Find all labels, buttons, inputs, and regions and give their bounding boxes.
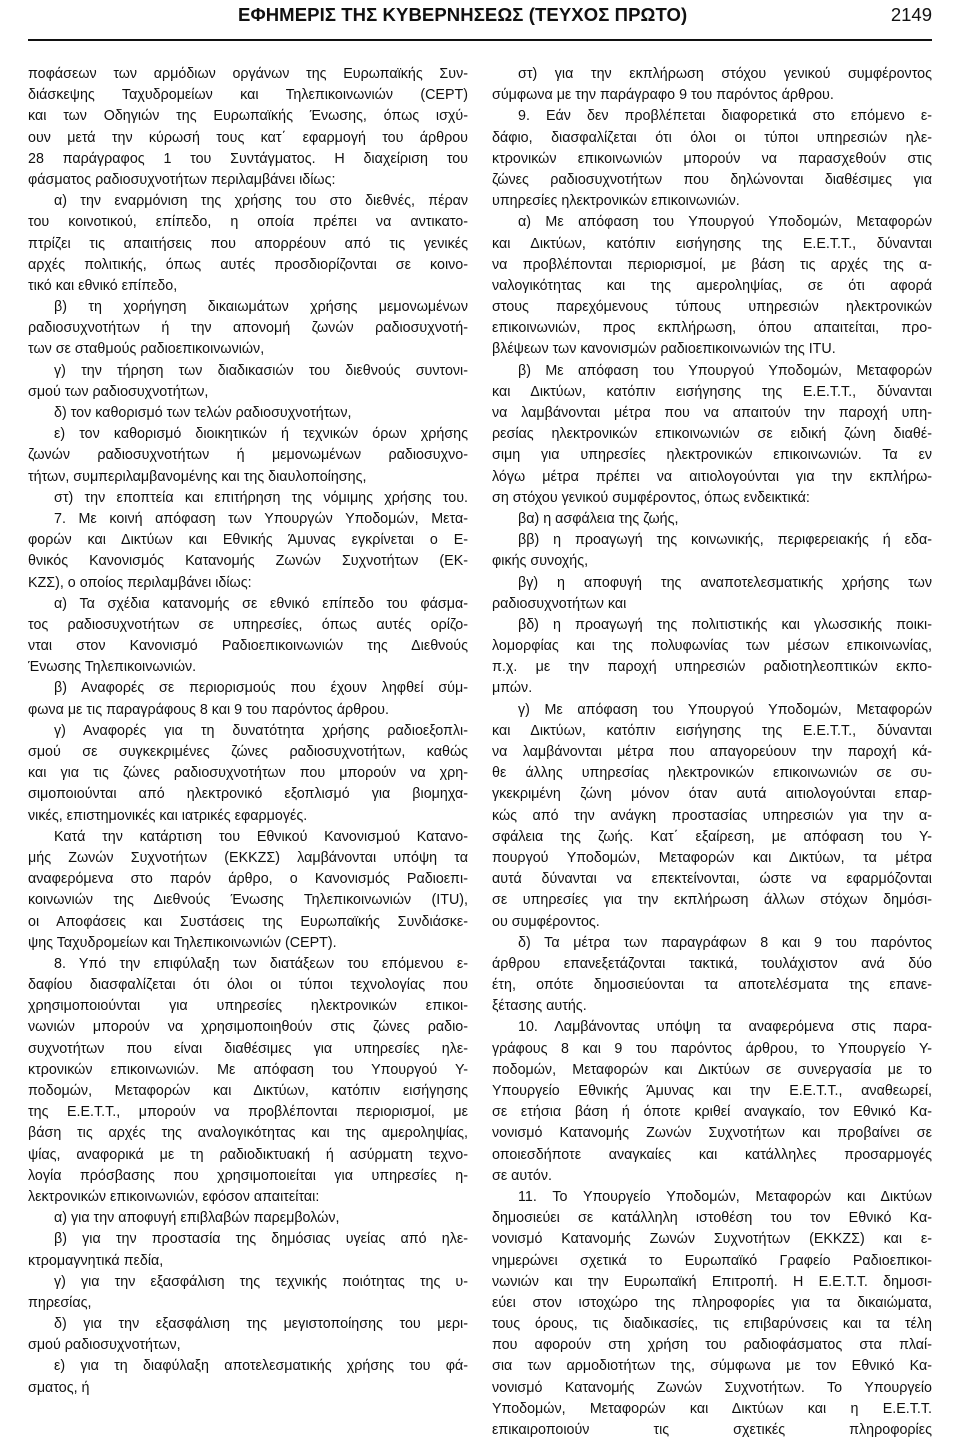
text-line: στ) για την εκπλήρωση στόχου γενικού συμφέροντος xyxy=(518,66,932,82)
text-line: ουν μετά την κύρωσή τους κατ΄ εφαρμογή του άρθρου xyxy=(28,129,468,146)
text-line: που αφορούν στη χρήση του ραδιοφάσματος στα πλαί- xyxy=(492,1337,932,1354)
text-line: ΚΖΣ), ο οποίος περιλαμβάνει ιδίως: xyxy=(28,574,252,591)
text-line: οι Αποφάσεις και Συστάσεις της Ευρωπαϊκής Συνδιάσκε- xyxy=(28,913,468,930)
text-line: ρεσίας ηλεκτρονικών επικοινωνιών σε ειδική ζώνη διαθέ- xyxy=(492,426,932,443)
text-line: λογία πρόσβασης που χρησιμοποιείται για υπηρεσίες η- xyxy=(28,1167,468,1184)
text-line: θνικός Κανονισμός Κατανομής Ζωνών Συχνοτήτων (ΕΚ- xyxy=(28,553,468,570)
text-line: ση στόχου γενικού συμφέροντος, όπως ενδεικτικά: xyxy=(492,489,810,506)
text-line: νονισμό Κατανομής Ζωνών Συχνοτήτων και προβαίνει σε xyxy=(492,1125,932,1142)
text-line: αυτά δύνανται να επεκτείνονται, ώστε να εφαρμόζονται xyxy=(492,871,932,888)
left-column xyxy=(28,64,468,1399)
text-line: δ) για την εξασφάλιση της μεγιστοποίησης του μερι- xyxy=(54,1316,468,1333)
text-line: διάσκεψης Ταχυδρομείων και Τηλεπικοινωνιών (CEPT) xyxy=(28,87,468,104)
text-line: σια των αρμοδιοτήτων της, σύμφωνα με τον Εθνικό Κα- xyxy=(492,1358,932,1375)
text-line: σε αυτόν. xyxy=(492,1167,552,1184)
text-line: νημερώνει σχετικά το Ευρωπαϊκό Γραφείο Ραδιοεπικοι- xyxy=(492,1252,932,1269)
text-line: συχνοτήτων που είναι διαθέσιμες για υπηρεσίες ηλε- xyxy=(28,1040,468,1057)
text-line: β) τη χορήγηση δικαιωμάτων χρήσης μεμονωμένων xyxy=(54,299,468,316)
text-line: λομορφίας και της πολυφωνίας των μέσων επικοινωνίας, xyxy=(492,638,932,655)
text-line: ψης Ταχυδρομείων και Τηλεπικοινωνιών (CEPT). xyxy=(28,934,337,951)
text-line: σε ετήσια βάση ή όποτε κριθεί αναγκαίο, τον Εθνικό Κα- xyxy=(492,1104,932,1121)
text-line: α) Τα σχέδια κατανομής σε εθνικό επίπεδο του φάσμα- xyxy=(54,595,468,612)
text-line: π.χ. με την παροχή υπηρεσιών ραδιοτηλεοπτικών εκπο- xyxy=(492,659,932,676)
text-line: ζωνών ραδιοσυχνοτήτων ή μεμονωμένων ραδιοσυχνο- xyxy=(28,447,468,464)
text-line: νονισμό Κατανομής Ζωνών Συχνοτήτων. Το Υπουργείο xyxy=(492,1379,932,1396)
text-line: σμού ραδιοσυχνοτήτων, xyxy=(28,1337,181,1354)
gazette-title: ΕΦΗΜΕΡΙΣ ΤΗΣ ΚΥΒΕΡΝΗΣΕΩΣ (ΤΕΥΧΟΣ ΠΡΩΤΟ) xyxy=(238,4,688,25)
page-number: 2149 xyxy=(890,4,932,25)
text-line: τος ραδιοσυχνοτήτων σε υπηρεσίες, όπως αυτές ορίζο- xyxy=(28,616,468,633)
text-line: πουργού Υποδομών, Μεταφορών και Δικτύων, τα μέτρα xyxy=(492,849,932,866)
text-line: θε άλλης υπηρεσίας ηλεκτρονικών επικοινωνιών σε συ- xyxy=(492,765,932,782)
text-line: ναλογικότητας και της αμεροληψίας, σε ότι αφορά xyxy=(492,277,932,294)
text-line: νονισμό Κατανομής Ζωνών Συχνοτήτων (ΕΚΚΖΣ) και ε- xyxy=(492,1231,932,1248)
text-line: ξέτασης αυτής. xyxy=(492,998,587,1015)
text-line: Υποδομών, Μεταφορών και Δικτύων και η Ε.Ε.Τ.Τ. xyxy=(492,1400,932,1417)
text-line: φορών και Δικτύων και Εθνικής Άμυνας εγκρίνεται ο Ε- xyxy=(28,532,468,549)
text-line: κτρονικών επικοινωνιών μπορούν να παρασχεθούν στις xyxy=(492,150,932,167)
text-line: δημοσιεύει σε κατάλληλη ιστοθέση του τον Εθνικό Κα- xyxy=(492,1210,932,1227)
text-line: κτρομαγνητικά πεδία, xyxy=(28,1252,164,1269)
text-line: επικοινωνιών, προς εκπλήρωση, όπου απαιτείται, προ- xyxy=(492,320,932,337)
text-line: σμού των ραδιοσυχνοτήτων, xyxy=(28,383,209,400)
text-line: Ένωσης Τηλεπικοινωνιών. xyxy=(28,659,197,676)
text-line: ψίας, αναφορικά με τη ραδιοδικτυακή ή ασύρματη τεχνο- xyxy=(28,1146,468,1163)
text-line: βδ) η προαγωγή της πολιτιστικής και γλωσσικής ποικι- xyxy=(518,616,932,633)
text-line: και Δικτύων, κατόπιν εισήγησης της Ε.Ε.Τ.Τ., δύνανται xyxy=(492,235,932,252)
text-line: στους παρεχόμενους τύπους υπηρεσιών ηλεκτρονικών xyxy=(492,299,932,316)
text-line: ραδιοσυχνοτήτων ή την απονομή ζωνών ραδιοσυχνοτή- xyxy=(28,320,468,337)
text-line: βγ) η αποφυγή της αναποτελεσματικής χρήσης των xyxy=(518,574,932,591)
text-line: λόγω μέτρα πρέπει να αιτιολογούνται για την εκπλήρω- xyxy=(492,468,932,485)
text-line: φάσματος ραδιοσυχνοτήτων περιλαμβάνει ιδίως: xyxy=(28,171,336,188)
text-line: πτρίζει τις απαιτήσεις που απορρέουν από τις γενικές xyxy=(28,235,468,252)
text-line: δ) Τα μέτρα των παραγράφων 8 και 9 του παρόντος xyxy=(518,934,932,951)
text-line: να λαμβάνονται μέτρα που απαγορεύουν την παροχή κά- xyxy=(492,744,932,760)
text-line: της Ε.Ε.Τ.Τ., μπορούν να προβλέπονται περιορισμοί, με xyxy=(28,1104,468,1121)
text-line: φικής συνοχής, xyxy=(492,553,589,570)
text-line: του κοινοτικού, επίπεδο, η οποία πρέπει να αντικατο- xyxy=(28,214,468,231)
text-line: να λαμβάνονται μέτρα που να απαιτούν την παροχή υπη- xyxy=(492,405,932,421)
text-line: ποδομών, Μεταφορών και Δικτύων, κατόπιν εισήγησης xyxy=(28,1083,468,1099)
text-line: χρησιμοποιούνται για υπηρεσίες ηλεκτρονικών επικοι- xyxy=(28,998,468,1015)
text-line: μής Ζωνών Συχνοτήτων (ΕΚΚΖΣ) λαμβάνονται υπόψη τα xyxy=(28,849,468,866)
text-line: 9. Εάν δεν προβλέπεται διαφορετικά στο επόμενο ε- xyxy=(518,108,932,125)
text-line: δ) τον καθορισμό των τελών ραδιοσυχνοτήτων, xyxy=(54,405,352,421)
text-line: ε) τον καθορισμό διοικητικών ή τεχνικών όρων χρήσης xyxy=(54,426,468,443)
page-header xyxy=(28,4,932,32)
text-line: τους όρους, τις διαδικασίες, τις επιβαρύνσεις και τα τέλη xyxy=(492,1316,932,1333)
text-line: άρθρου επανεξετάζονται τακτικά, τουλάχιστον ανά δύο xyxy=(492,955,932,972)
text-line: αρχές πολιτικής, όπως αυτές προσδιορίζονται σε κοινο- xyxy=(28,256,468,273)
text-line: ραδιοσυχνοτήτων και xyxy=(492,595,627,612)
text-line: ββ) η προαγωγή της κοινωνικής, περιφερειακής ή εδα- xyxy=(518,532,932,549)
text-line: σιμη για υπηρεσίες ηλεκτρονικών επικοινωνιών. Τα εν xyxy=(492,447,932,464)
text-line: γκεκριμένη ζώνη μόνον όταν αυτά αιτιολογούνται επαρ- xyxy=(492,786,932,803)
text-line: και Δικτύων, κατόπιν εισήγησης της Ε.Ε.Τ.Τ., δύνανται xyxy=(492,722,932,739)
text-line: β) Αναφορές σε περιορισμούς που έχουν ληφθεί σύμ- xyxy=(54,680,468,697)
text-line: α) την εναρμόνιση της χρήσης του στο διεθνές, πέραν xyxy=(54,193,468,210)
text-line: σματος, ή xyxy=(28,1379,90,1396)
text-line: τήτων, συμπεριλαμβανομένης και της διαυλοποίησης, xyxy=(28,468,367,485)
text-line: οποιεσδήποτε αναγκαίες και κατάλληλες προσαρμογές xyxy=(492,1146,932,1163)
text-line: 7. Με κοινή απόφαση των Υπουργών Υποδομών, Μετα- xyxy=(54,510,468,527)
text-line: 11. Το Υπουργείο Υποδομών, Μεταφορών και Δικτύων xyxy=(518,1188,932,1205)
text-line: βλέψεων των κανονισμών ραδιοεπικοινωνιών της ITU. xyxy=(492,341,836,358)
text-line: μπών. xyxy=(492,680,533,697)
text-line: κώς από την ανάγκη προστασίας υπηρεσιών για την α- xyxy=(492,807,932,824)
text-line: στ) την εποπτεία και επιτήρηση της νόμιμης χρήσης του. xyxy=(54,489,468,506)
text-line: γ) για την εξασφάλιση της τεχνικής ποιότητας της υ- xyxy=(54,1273,468,1290)
text-line: γράφους 8 και 9 του παρόντος άρθρου, το Υπουργείο Υ- xyxy=(492,1040,932,1057)
text-line: υπηρεσίες ηλεκτρονικών επικοινωνιών. xyxy=(492,193,740,210)
text-line: δαφίου διασφαλίζεται ότι όλοι οι τύποι τεχνολογίας που xyxy=(28,977,468,994)
text-line: κτρονικών επικοινωνιών. Με απόφαση του Υπουργού Υ- xyxy=(28,1061,468,1078)
text-line: ε) για τη διαφύλαξη αποτελεσματικής χρήσης του φά- xyxy=(54,1358,468,1375)
text-line: νται στον Κανονισμό Ραδιοεπικοινωνιών της Διεθνούς xyxy=(28,638,468,655)
text-line: νικές, επιστημονικές και ιατρικές εφαρμογές. xyxy=(28,807,308,824)
text-line: βάση τις αρχές της αναλογικότητας και της αμεροληψίας, xyxy=(28,1125,468,1142)
text-line: 8. Υπό την επιφύλαξη των διατάξεων του επόμενου ε- xyxy=(54,955,468,972)
text-line: Υπουργείο Εθνικής Άμυνας και την Ε.Ε.Τ.Τ., αναθεωρεί, xyxy=(492,1083,932,1099)
text-line: ου συμφέροντος. xyxy=(492,913,600,930)
text-line: γ) Αναφορές για τη δυνατότητα χρήσης ραδιοεξοπλι- xyxy=(54,722,468,739)
text-line: 10. Λαμβάνοντας υπόψη τα αναφερόμενα στις παρα- xyxy=(518,1019,932,1036)
text-line: επικαιροποιούν τις σχετικές πληροφορίες xyxy=(492,1422,932,1438)
text-line: πηρεσίας, xyxy=(28,1294,92,1311)
header-rule xyxy=(28,39,932,41)
text-line: τικό και εθνικό επίπεδο, xyxy=(28,277,178,294)
text-line: φωνα με τις παραγράφους 8 και 9 του παρόντος άρθρου. xyxy=(28,701,389,718)
text-line: και για τις ζώνες ραδιοσυχνοτήτων που μπορούν να χρη- xyxy=(28,765,468,782)
text-line: β) Με απόφαση του Υπουργού Υποδομών, Μεταφορών xyxy=(518,362,932,379)
text-line: δάφιο, διασφαλίζεται ότι όλοι οι τύποι υπηρεσιών ηλε- xyxy=(492,129,932,146)
text-line: ποφάσεων των αρμόδιων οργάνων της Ευρωπαϊκής Συν- xyxy=(28,66,468,82)
text-line: α) για την αποφυγή επιβλαβών παρεμβολών, xyxy=(54,1210,340,1227)
text-line: λεκτρονικών επικοινωνιών, εφόσον απαιτείται: xyxy=(28,1188,320,1205)
text-line: νωνιών και την Ευρωπαϊκή Επιτροπή. Η Ε.Ε.Τ.Τ. δημοσι- xyxy=(492,1273,932,1290)
text-line: σε υπηρεσίες για την εκπλήρωση άλλων στόχων δημόσι- xyxy=(492,892,932,909)
text-line: εύει στον ιστοχώρο της πληροφορίες για τα δικαιώματα, xyxy=(492,1294,932,1311)
text-line: έτη, οπότε δημοσιεύονται τα αποτελέσματα της επανε- xyxy=(492,977,932,994)
right-column xyxy=(492,64,932,1441)
text-line: και των Οδηγιών της Ευρωπαϊκής Ένωσης, όπως ισχύ- xyxy=(28,108,468,125)
text-line: Κατά την κατάρτιση του Εθνικού Κανονισμού Κατανο- xyxy=(54,828,468,845)
text-line: ζώνες ραδιοσυχνοτήτων που δηλώνονται διαθέσιμες για xyxy=(492,171,932,188)
text-line: ποδομών, Μεταφορών και Δικτύων σε συνεργασία με το xyxy=(492,1061,932,1078)
text-line: σφάλεια της ζωής. Κατ΄ εξαίρεση, με απόφαση του Υ- xyxy=(492,828,932,845)
text-line: αναφερόμενα στο παρόν άρθρο, ο Κανονισμός Ραδιοεπι- xyxy=(28,871,468,888)
text-line: σμού σε συγκεκριμένες ζώνες ραδιοσυχνοτήτων, καθώς xyxy=(28,744,468,760)
text-line: γ) την τήρηση των διαδικασιών του διεθνούς συντονι- xyxy=(54,362,468,379)
text-line: σιμοποιούνται από ηλεκτρονικό εξοπλισμό για βιομηχα- xyxy=(28,786,468,803)
text-line: κοινωνιών της Διεθνούς Ένωσης Τηλεπικοινωνιών (ITU), xyxy=(28,892,468,909)
text-line: σύμφωνα με την παράγραφο 9 του παρόντος άρθρου. xyxy=(492,87,834,104)
text-line: α) Με απόφαση του Υπουργού Υποδομών, Μεταφορών xyxy=(518,214,932,231)
text-line: να προβλέπονται περιορισμοί, με βάση τις αρχές της α- xyxy=(492,256,932,273)
text-line: 28 παράγραφος 1 του Συντάγματος. Η διαχείριση του xyxy=(28,150,468,167)
text-line: των σε σταθμούς ραδιοεπικοινωνιών, xyxy=(28,341,265,358)
text-line: νωνιών μπορούν να χρησιμοποιηθούν στις ζώνες ραδιο- xyxy=(28,1019,468,1036)
text-line: και Δικτύων, κατόπιν εισήγησης της Ε.Ε.Τ.Τ., δύνανται xyxy=(492,383,932,400)
text-line: βα) η ασφάλεια της ζωής, xyxy=(518,510,679,527)
text-line: γ) Με απόφαση του Υπουργού Υποδομών, Μεταφορών xyxy=(518,701,932,718)
text-line: β) για την προστασία της δημόσιας υγείας από ηλε- xyxy=(54,1231,468,1248)
